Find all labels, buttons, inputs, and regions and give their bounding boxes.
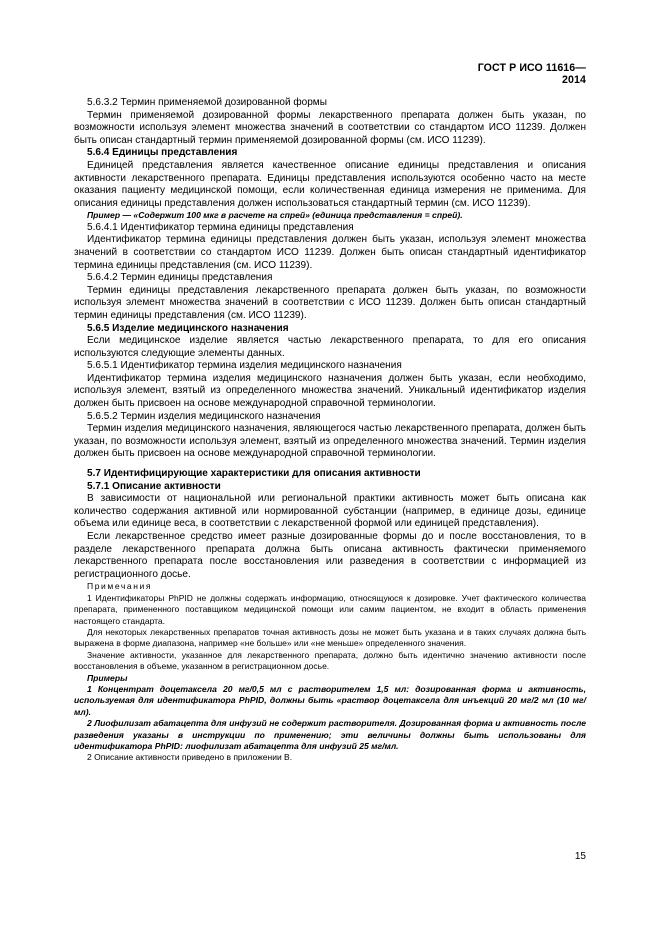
section-heading: 5.6.5 Изделие медицинского назначения: [87, 322, 289, 334]
example-text: 1 Концентрат доцетаксела 20 мг/0,5 мл с растворителем 1,5 мл: дозированная форма и активность, используемая для идентификатора PhPID, должны быть «раствор доцетаксела для инъекций 20 мг/2 мл (10 мг/мл).: [74, 684, 586, 717]
subsection-title: 5.6.5.1 Идентификатор термина изделия медицинского назначения: [87, 360, 402, 372]
example-text: Пример — «Содержит 100 мкг в расчете на спрей» (единица представления = спрей).: [87, 210, 463, 221]
subsection-title: 5.6.4.1 Идентификатор термина единицы представления: [87, 221, 354, 233]
body-paragraph: Идентификатор термина изделия медицинского назначения должен быть указан, если необходимо, используя элемент, взятый из определенного множества значений. Уникальный идентификатор изделия должен быть присвоен на основе международной справочной терминологии.: [74, 372, 586, 410]
note-text: Значение активности, указанное для лекарственного препарата, должно быть идентично значению активности после восстановления в объеме, указанном в регистрационном досье.: [74, 649, 586, 672]
subsection-title: 5.6.4.2 Термин единицы представления: [87, 272, 273, 284]
page-body: [74, 97, 586, 764]
body-paragraph: Идентификатор термина единицы представления должен быть указан, используя элемент множества значений в соответствии со стандартом ИСО 11239. Должен быть описан стандартный идентификатор термина единицы представления (см. ИСО 11239).: [74, 234, 586, 271]
subsection-title: 5.6.3.2 Термин применяемой дозированной формы: [87, 97, 327, 108]
note-text: Для некоторых лекарственных препаратов точная активность дозы не может быть указана и в таких случаях должна быть выражена в форме диапазона, например «не больше» или «не меньше» определенного значения.: [74, 627, 586, 649]
body-paragraph: Если лекарственное средство имеет разные дозированные формы до и после восстановления, то в разделе лекарственного препарата должна быть описана активность фактически применяемого лекарственного препарата после восстановления или разведения в соответствии с информацией из регистрационного досье.: [74, 531, 586, 580]
body-paragraph: Термин единицы представления лекарственного препарата должен быть указан, по возможности используя элемент множества значений в соответствии с ИСО 11239. Должен быть описан стандартный термин единицы представления (см. ИСО 11239).: [74, 284, 586, 321]
page-number: 15: [574, 851, 586, 862]
document-header: ГОСТ Р ИСО 11616—2014: [477, 62, 586, 86]
example-text: 2 Лиофилизат абатацепта для инфузий не содержит растворителя. Дозированная форма и активность после разведения указаны в инструкции по применению; эти величины должны быть использованы для идентификатора PhPID: лиофилизат абатацепта для инфузий 25 мг/мл.: [74, 718, 586, 752]
note-text: 1 Идентификаторы PhPID не должны содержать информацию, относящуюся к дозировке. Учет фактического количества препарата, примененного поставщиком медицинской помощи или самим пациентом, не входит в область применения настоящего стандарта.: [74, 592, 586, 626]
body-paragraph: Термин применяемой дозированной формы лекарственного препарата должен быть указан, по возможности используя элемент множества значений в соответствии со стандартом ИСО 11239. Должен быть описан стандартный термин применяемой дозированной формы (см. ИСО 11239).: [74, 109, 586, 146]
body-paragraph: Если медицинское изделие является частью лекарственного препарата, то для его описания используются следующие элементы данных.: [74, 335, 586, 359]
section-heading: 5.6.4 Единицы представления: [87, 147, 238, 159]
subsection-title: 5.6.5.2 Термин изделия медицинского назначения: [87, 410, 321, 422]
section-heading: 5.7.1 Описание активности: [87, 480, 221, 492]
section-heading: 5.7 Идентифицирующие характеристики для описания активности: [87, 468, 421, 480]
examples-heading: Примеры: [87, 672, 128, 683]
body-paragraph: Термин изделия медицинского назначения, являющегося частью лекарственного препарата, должен быть указан, по возможности используя элемент, взятый из определенного множества значений. Термин изделия должен быть присвоен на основе международной справочной терминологии.: [74, 423, 586, 460]
body-paragraph: Единицей представления является качественное описание единицы представления и описания активности лекарственного препарата. Единицы представления используются особенно часто на месте оказания пациенту медицинской помощи, если количественная единица измерения не применима. Для описания единицы представления должен использоваться стандартный термин (см. ИСО 11239).: [74, 159, 586, 209]
body-paragraph: В зависимости от национальной или региональной практики активность может быть описана как количество содержания активной или нормированной субстанции (например, в единице дозы, единице объема или единице веса, в соответствии с лекарственной формой или единицей представления).: [74, 493, 586, 530]
notes-heading: Примечания: [87, 581, 153, 592]
note-text: 2 Описание активности приведено в приложении В.: [87, 752, 293, 763]
